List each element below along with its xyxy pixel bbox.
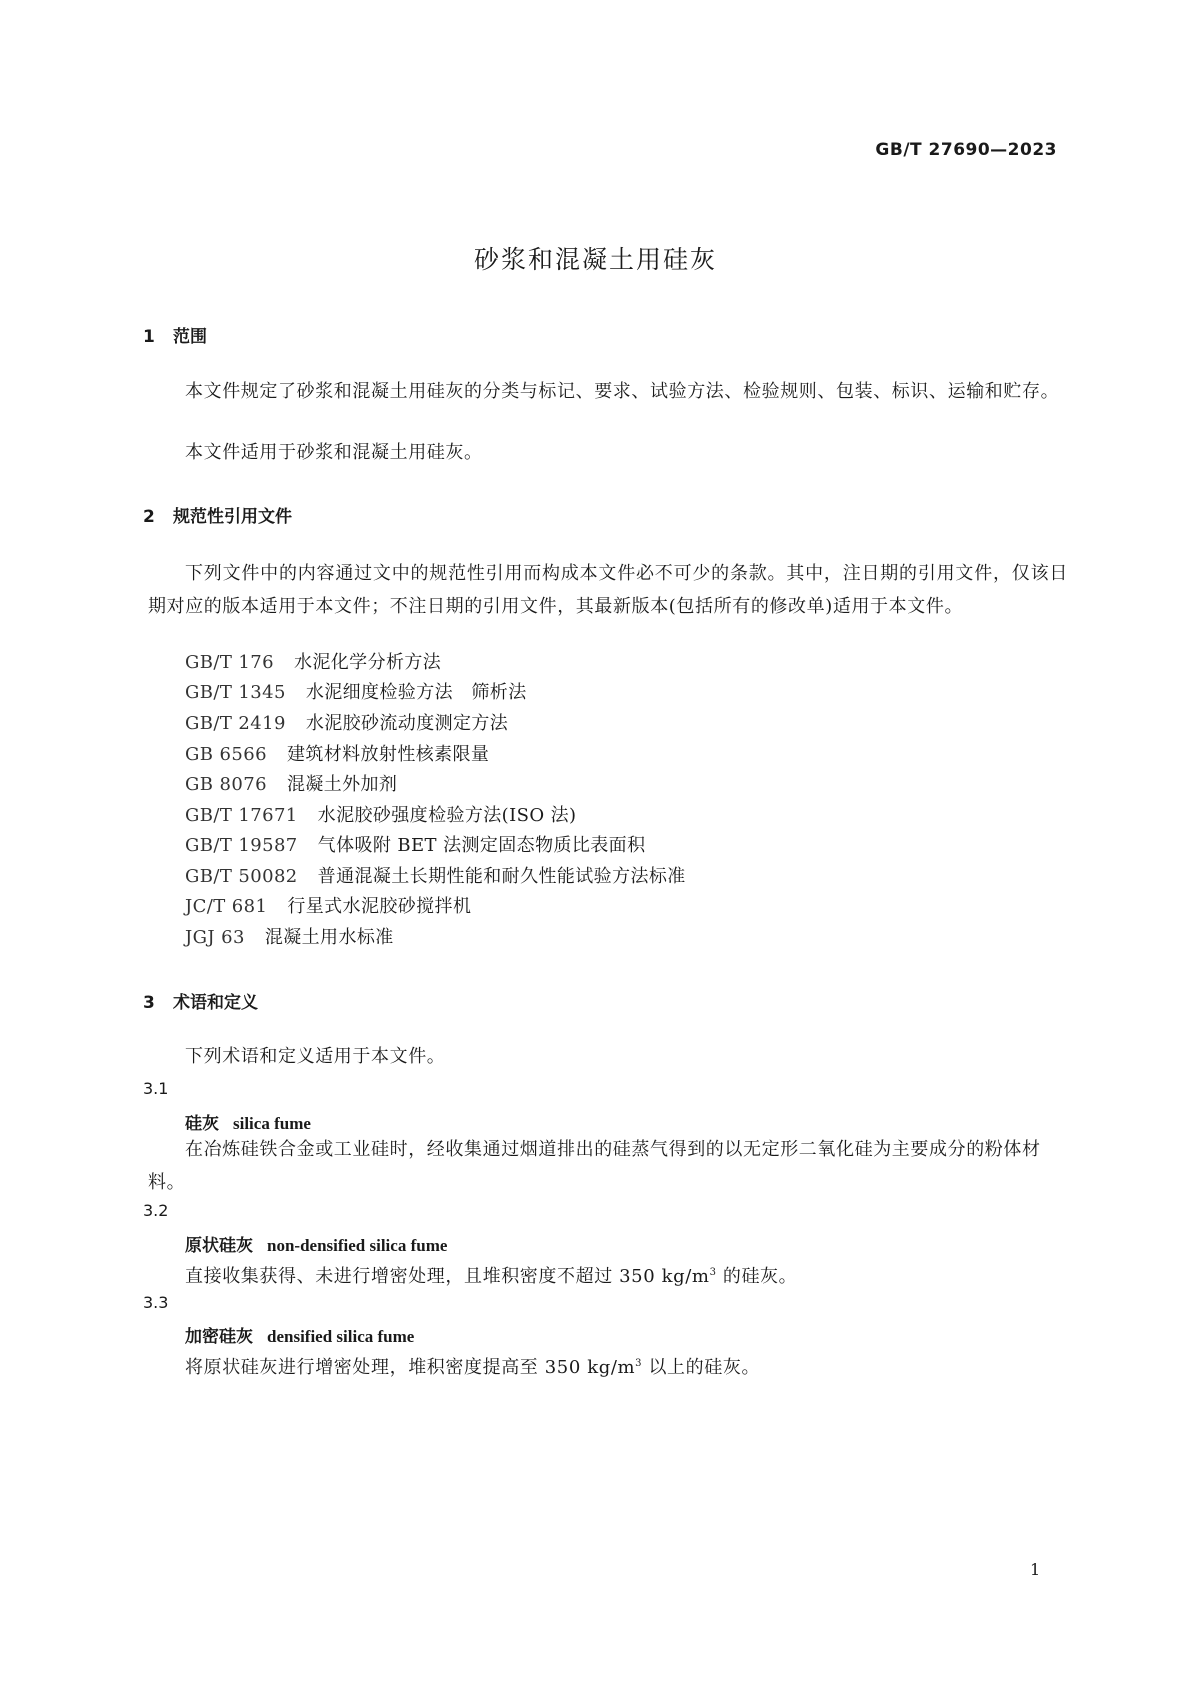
standard-code: GB/T 27690—2023 (875, 140, 1057, 160)
reference-code: GB/T 19587 (185, 835, 298, 856)
reference-title: 水泥胶砂强度检验方法(ISO 法) (317, 805, 577, 826)
term-heading (185, 1322, 414, 1347)
reference-item (185, 744, 489, 766)
term-definition: 在冶炼硅铁合金或工业硅时，经收集通过烟道排出的硅蒸气得到的以无定形二氧化硅为主要成分的粉体材料。 (148, 1139, 1041, 1193)
reference-item (185, 896, 471, 918)
superscript: 3 (635, 1358, 643, 1369)
section-2-heading (143, 502, 292, 527)
superscript: 3 (709, 1267, 717, 1278)
document-title: 砂浆和混凝土用硅灰 (473, 245, 717, 274)
scope-paragraph: 本文件规定了砂浆和混凝土用硅灰的分类与标记、要求、试验方法、检验规则、包装、标识、运输和贮存。 (185, 381, 1060, 402)
reference-item (185, 866, 686, 888)
definition-text: 直接收集获得、未进行增密处理，且堆积密度不超过 350 kg/m (185, 1266, 710, 1287)
page-number: 1 (1030, 1560, 1041, 1579)
term-heading (185, 1231, 447, 1256)
term-en: silica fume (233, 1114, 311, 1133)
term-number: 3.1 (143, 1079, 169, 1098)
reference-code: GB/T 1345 (185, 682, 286, 703)
term-heading (185, 1109, 311, 1134)
terms-intro: 下列术语和定义适用于本文件。 (185, 1046, 446, 1067)
term-definition (148, 1347, 1068, 1384)
reference-item (185, 774, 397, 796)
reference-title: 行星式水泥胶砂搅拌机 (287, 896, 472, 917)
reference-item (185, 652, 441, 674)
term-zh: 加密硅灰 (185, 1327, 253, 1347)
reference-code: JGJ 63 (185, 927, 245, 948)
term-number: 3.3 (143, 1293, 169, 1312)
term-definition (148, 1256, 1068, 1293)
term-zh: 原状硅灰 (185, 1236, 253, 1256)
section-title: 范围 (173, 327, 207, 347)
definition-text: 以上的硅灰。 (642, 1357, 761, 1378)
reference-code: GB/T 2419 (185, 713, 286, 734)
reference-title: 普通混凝土长期性能和耐久性能试验方法标准 (317, 866, 686, 887)
reference-code: GB/T 50082 (185, 866, 298, 887)
section-title: 术语和定义 (173, 993, 258, 1013)
reference-title: 水泥细度检验方法 筛析法 (305, 682, 527, 703)
section-title: 规范性引用文件 (173, 507, 292, 527)
reference-code: JC/T 681 (185, 896, 268, 917)
reference-code: GB/T 17671 (185, 805, 298, 826)
references-intro: 下列文件中的内容通过文中的规范性引用而构成本文件必不可少的条款。其中，注日期的引用文件，仅该日期对应的版本适用于本文件；不注日期的引用文件，其最新版本(包括所有的修改单)适用于本文件。 (148, 563, 1068, 617)
reference-title: 混凝土用水标准 (264, 927, 394, 948)
reference-title: 建筑材料放射性核素限量 (286, 744, 490, 765)
section-number: 2 (143, 507, 155, 527)
section-number: 1 (143, 327, 155, 347)
reference-item (185, 927, 394, 949)
reference-item (185, 805, 576, 827)
term-zh: 硅灰 (185, 1114, 219, 1134)
definition-text: 的硅灰。 (716, 1266, 798, 1287)
term-en: densified silica fume (267, 1327, 415, 1346)
reference-item (185, 713, 508, 735)
reference-title: 气体吸附 BET 法测定固态物质比表面积 (317, 835, 646, 856)
term-number: 3.2 (143, 1201, 169, 1220)
reference-title: 水泥化学分析方法 (293, 652, 442, 673)
reference-code: GB 6566 (185, 744, 267, 765)
definition-text: 将原状硅灰进行增密处理，堆积密度提高至 350 kg/m (185, 1357, 636, 1378)
section-number: 3 (143, 993, 155, 1013)
reference-item (185, 682, 527, 704)
reference-item (185, 835, 646, 857)
reference-code: GB/T 176 (185, 652, 274, 673)
reference-title: 混凝土外加剂 (286, 774, 398, 795)
term-en: non-densified silica fume (267, 1236, 448, 1255)
section-3-heading (143, 988, 258, 1013)
section-1-heading (143, 322, 207, 347)
scope-applicability-paragraph: 本文件适用于砂浆和混凝土用硅灰。 (185, 442, 483, 463)
reference-code: GB 8076 (185, 774, 267, 795)
reference-title: 水泥胶砂流动度测定方法 (305, 713, 509, 734)
